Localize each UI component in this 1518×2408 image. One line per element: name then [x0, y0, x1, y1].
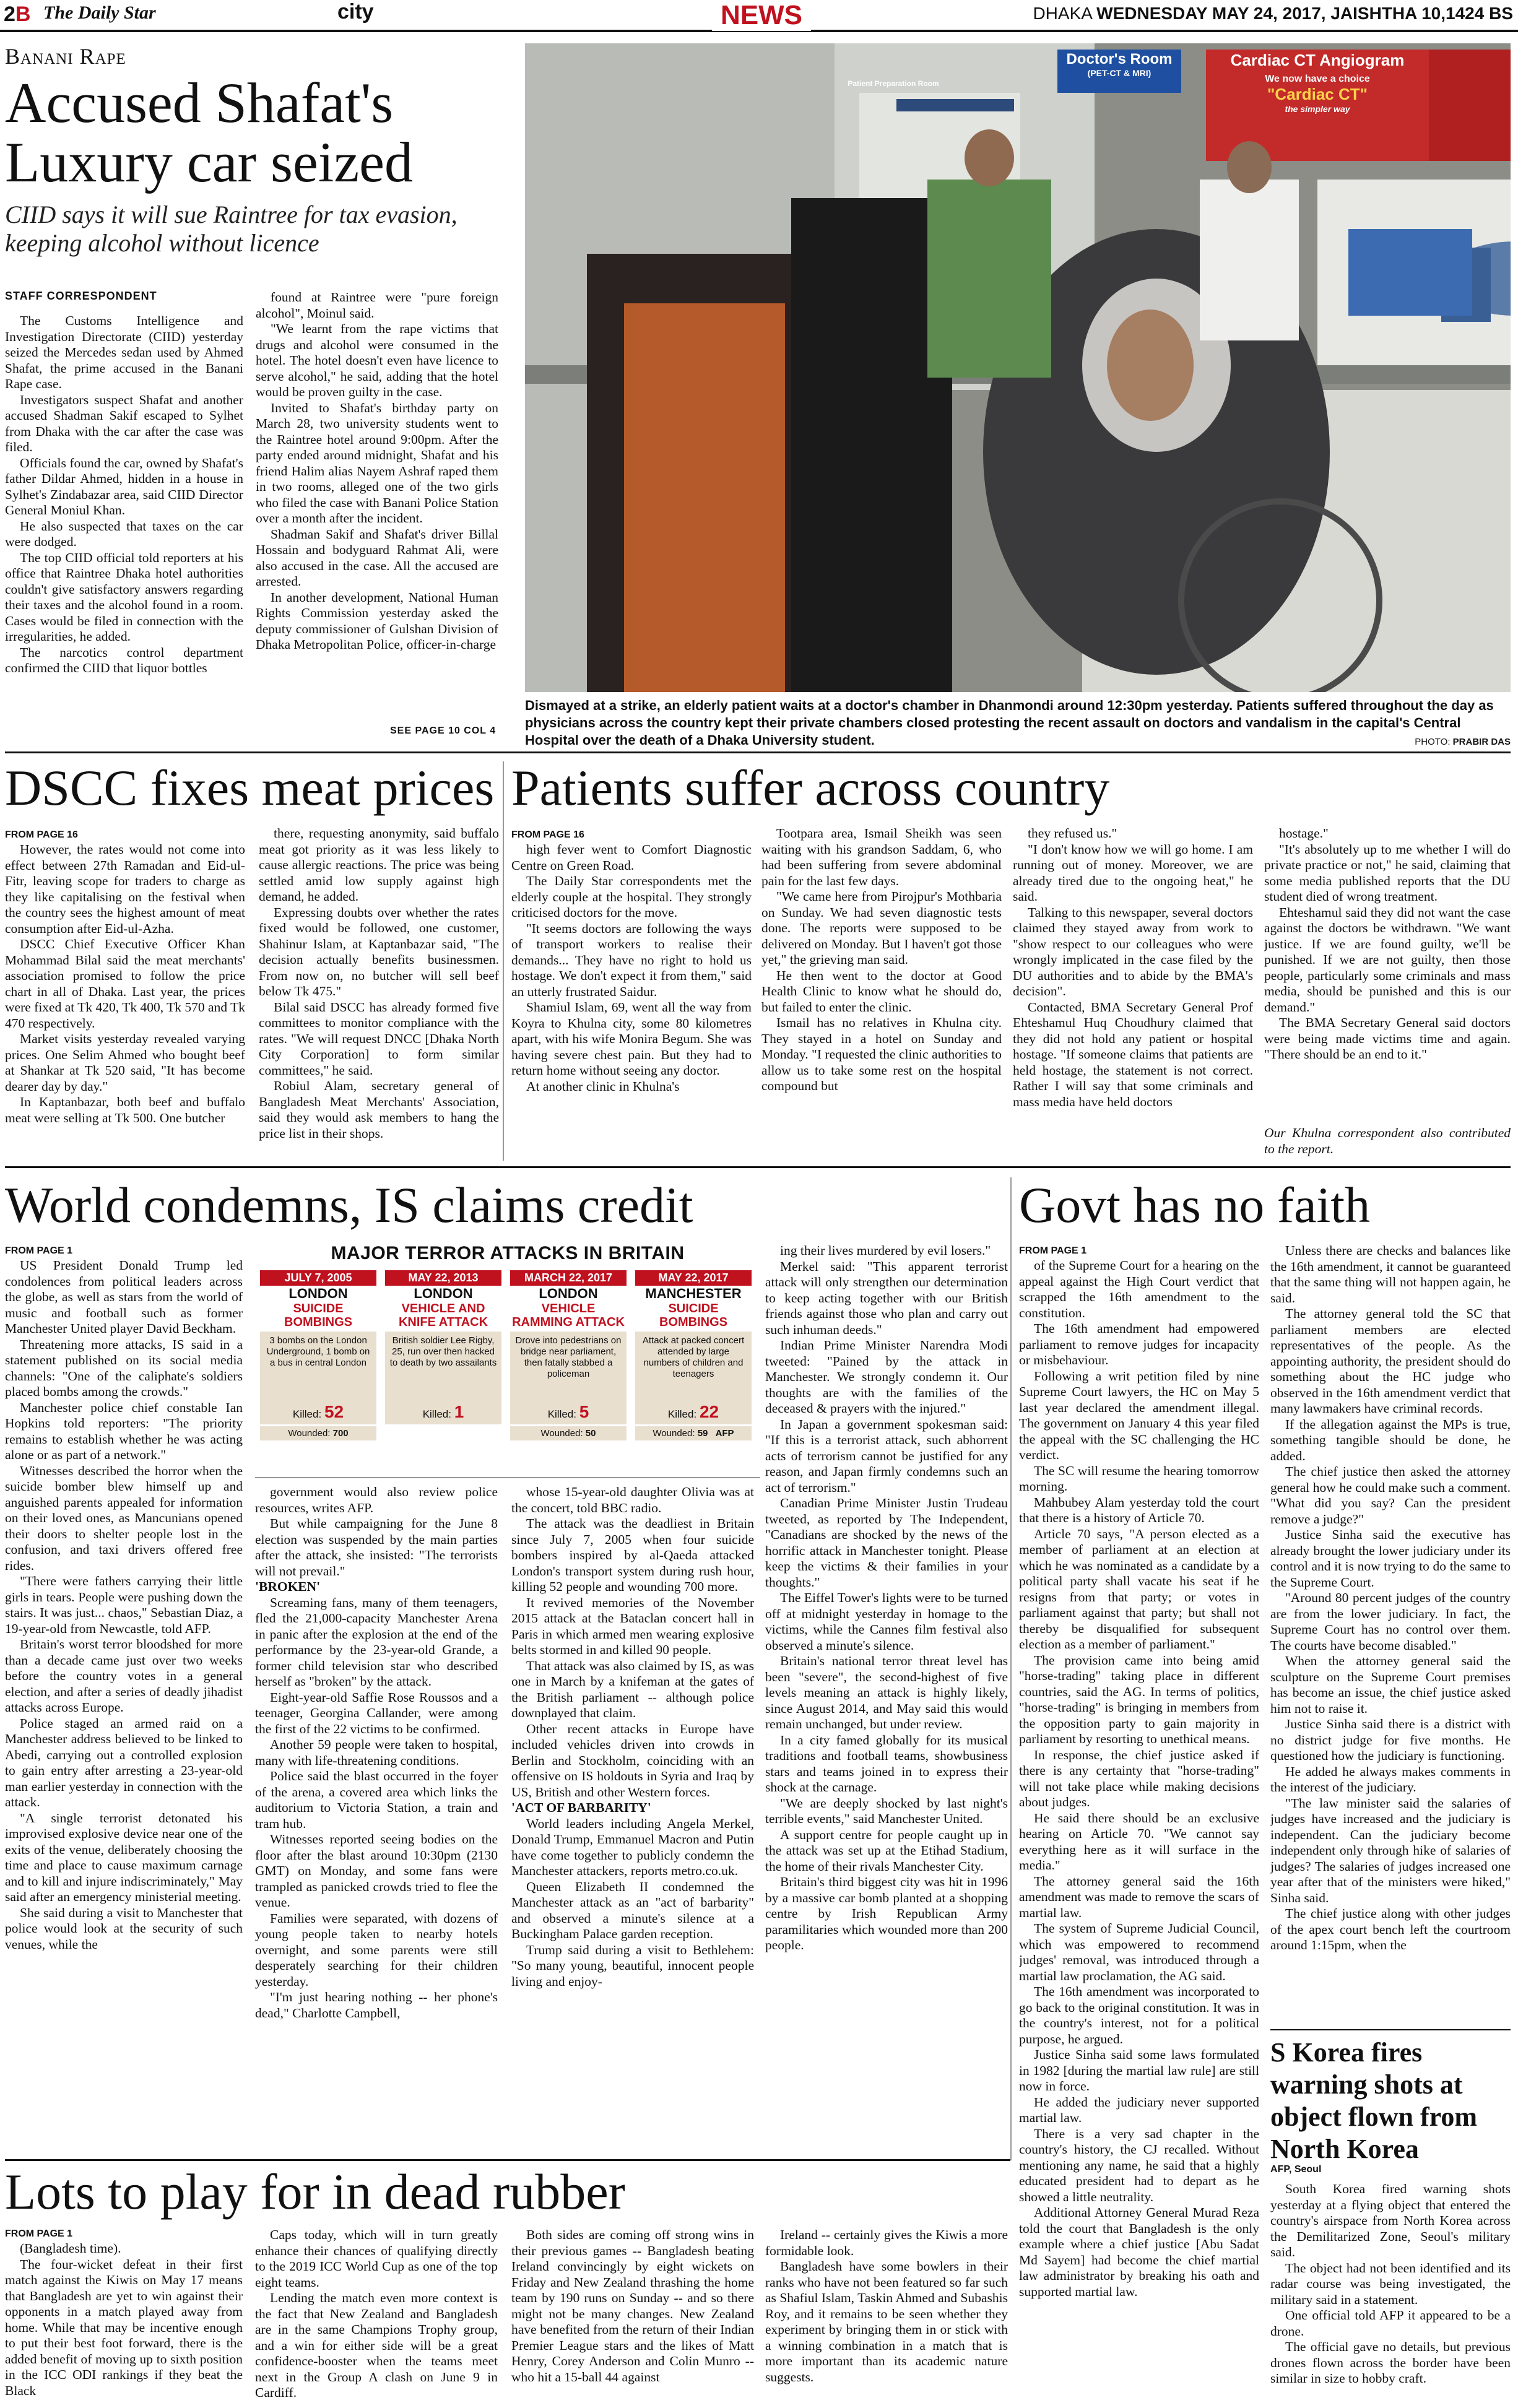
paragraph: The top CIID official told reporters at his office that Raintree Dhaka hotel authorities couldn't give satisfactory answers regarding their taxes and the alcohol found in a room. Cases would be filed in connection with the irregularities, he added. — [5, 550, 243, 644]
govt-col-2 — [1270, 1243, 1511, 2024]
doctor-room-sign: Doctor's Room (PET-CT & MRI) — [1066, 51, 1173, 78]
byline: STAFF CORRESPONDENT — [5, 290, 157, 302]
divider — [5, 1166, 1511, 1168]
paragraph: He added he always makes comments in the interest of the judiciary. — [1270, 1764, 1511, 1795]
paragraph: However, the rates would not come into effect between 27th Ramadan and Eid-ul-Fitr, leaving scope for traders to charge as they like capitalising on the festival when the country sees the highest amount of meat consumption after Eid-ul-Azha. — [5, 842, 245, 936]
paragraph: The Customs Intelligence and Investigation Directorate (CIID) yesterday seized the Mercedes sedan used by Ahmed Shafat, the prime accused in the Banani Rape case. — [5, 313, 243, 391]
attack-description: Drove into pedestrians on bridge near parliament, then fatally stabbed a policeman — [510, 1332, 627, 1400]
divider — [5, 751, 1511, 753]
govt-col-1 — [1019, 1258, 1259, 2403]
attack-date: MARCH 22, 2017 — [510, 1270, 627, 1286]
attack-card — [385, 1270, 501, 1424]
paragraph: 'BROKEN' — [255, 1579, 321, 1594]
paragraph: "It's absolutely up to me whether I will do private practice or not," he said, claiming that some media published reports that the DU student died of wrong treatment. — [1264, 841, 1511, 904]
paragraph: If the allegation against the MPs is true, something tangible should be done, he added. — [1270, 1416, 1511, 1463]
paragraph: Queen Elizabeth II condemned the Manchester attack as an "act of barbarity" and observed a minute's silence at a Buckingham Palace garden reception. — [511, 1879, 754, 1941]
paragraph: Justice Sinha said the executive has already brought the lower judiciary under its control and it is now trying to do the same to the Supreme Court. — [1270, 1527, 1511, 1590]
from-page: FROM PAGE 16 — [5, 829, 78, 840]
paragraph: He then went to the doctor at Good Health Clinic to know what he should do, but failed to enter the clinic. — [761, 968, 1002, 1015]
paragraph: Ismail has no relatives in Khulna city. They stayed in a hotel on Sunday and Monday. "I requested the clinic authorities to allow us to take some rest on the hospital compound but — [761, 1015, 1002, 1093]
attack-killed: Killed: 52 — [260, 1400, 376, 1424]
from-page: FROM PAGE 16 — [511, 829, 584, 840]
paragraph: In a city famed globally for its musical traditions and football teams, showbusiness stars and teams joined in to express their shock at the carnage. — [765, 1732, 1008, 1795]
paragraph: Both sides are coming off strong wins in their previous games -- Bangladesh beating Ireland convincingly by eight wickets on Friday and New Zealand thrashing the home team by 190 runs on Sunday -- and so there might not be many changes. New Zealand have benefited from the return of their Indian Premier League stars and the likes of Matt Henry, Corey Anderson and Colin Munro -- who hit a 15-ball 44 against — [511, 2227, 754, 2384]
paragraph: found at Raintree were "pure foreign alcohol", Moinul said. — [256, 290, 498, 321]
paragraph: At another clinic in Khulna's — [526, 1078, 680, 1094]
story-headline: S Korea fires warning shots at object flown from North Korea — [1270, 2037, 1477, 2164]
paragraph: In another development, National Human Rights Commission yesterday asked the deputy commissioner of Gulshan Division of Dhaka Metropolitan Police, officer-in-charge — [256, 589, 498, 652]
paragraph: high fever went to Comfort Diagnostic Centre on Green Road. — [511, 842, 752, 873]
paragraph: "Around 80 percent judges of the country are from the lower judiciary. In fact, the Supreme Court has no control over them. The courts have become disabled." — [1270, 1590, 1511, 1653]
attack-type: VEHICLE RAMMING ATTACK — [512, 1302, 625, 1329]
story-headline: Accused Shafat's Luxury car seized — [5, 71, 414, 194]
paragraph: In Japan a government spokesman said: "If this is a terrorist attack, such abhorrent acts of terrorism cannot be justified for any reason, and Japan firmly condemns such an act of terrorism." — [765, 1416, 1008, 1495]
from-page: FROM PAGE 1 — [5, 2228, 73, 2239]
attack-date: MAY 22, 2017 — [635, 1270, 752, 1286]
paragraph: One official told AFP it appeared to be a drone. — [1270, 2308, 1511, 2339]
paragraph: Other recent attacks in Europe have included vehicles driven into crowds in Berlin and Stockholm, coinciding with an offensive on IS holdouts in Syria and Iraq by US, British and other Western forces. — [511, 1721, 754, 1800]
paragraph: Robiul Alam, secretary general of Bangladesh Meat Merchants' Association, said they would ask members to hang the price list in their shops. — [259, 1078, 499, 1141]
paragraph: The system of Supreme Judicial Council, which was empowered to recommend judges' removal, was introduced through a martial law proclamation, the AG said. — [1019, 1921, 1259, 1983]
attack-type: VEHICLE AND KNIFE ATTACK — [398, 1302, 488, 1329]
paragraph: "We learnt from the rape victims that drugs and alcohol were consumed in the hotel. The hotel doesn't even have licence to serve alcohol," he said, adding that the hotel would be proven guilty in the case. — [256, 321, 498, 399]
paragraph: 'ACT OF BARBARITY' — [511, 1800, 651, 1815]
attack-wounded: Wounded: 700 — [260, 1426, 376, 1440]
paragraph: Screaming fans, many of them teenagers, fled the 21,000-capacity Manchester Arena in panic after the explosion at the end of the performance by the 23-year-old Grande, a former child television star who described herself as "broken" by the attack. — [255, 1595, 498, 1689]
paragraph: He said there should be an exclusive hearing on Article 70. "We cannot say everything here as it will surface in the media." — [1019, 1810, 1259, 1873]
paragraph: Additional Attorney General Murad Reza told the court that Bangladesh is the only example where a chief justice [Abu Sadat Md Sayem] had become the chief martial law administrator by breaking his oath and supported martial law. — [1019, 2205, 1259, 2299]
patients-col-3 — [1013, 826, 1253, 1160]
story-headline: Lots to play for in dead rubber — [5, 2163, 625, 2220]
story-kicker: Banani Rape — [5, 44, 126, 69]
paragraph: He also suspected that taxes on the car were dodged. — [5, 518, 243, 549]
paragraph: Justice Sinha said some laws formulated in 1982 [during the martial law rule] are still now in force. — [1019, 2047, 1259, 2094]
paragraph: Expressing doubts over whether the rates fixed would be followed, one customer, Shahinur Islam, at Kaptanbazar said, "The decision actually benefits businessmen. From now on, no butcher will sell beef below Tk 475." — [259, 904, 499, 998]
world-col-4 — [765, 1243, 1008, 2154]
paragraph: "The law minister said the salaries of judges have increased and the judiciary is independent. Can the judiciary become independent only through hike of salaries of judges? The salaries of judges increased one year after that of the ministers were hiked," Sinha said. — [1270, 1795, 1511, 1905]
from-page: FROM PAGE 1 — [5, 1245, 73, 1256]
paragraph: The SC will resume the hearing tomorrow morning. — [1019, 1463, 1259, 1494]
paragraph: The chief justice along with other judges of the apex court bench left the courtroom around 1:15pm, when the — [1270, 1906, 1511, 1952]
paragraph: hostage." — [1279, 826, 1329, 841]
paragraph: Police said the blast occurred in the foyer of the arena, a covered area which links the auditorium to Victoria Station, a train and tram hub. — [255, 1769, 498, 1831]
paragraph: A support centre for people caught up in the attack was set up at the Etihad Stadium, the home of their rivals Manchester City. — [765, 1827, 1008, 1874]
paragraph: In response, the chief justice asked if there is any certainty that "horse-trading" will not take place while making decisions about judges. — [1019, 1747, 1259, 1809]
paragraph: Another 59 people were taken to hospital, many with life-threatening conditions. — [255, 1737, 498, 1768]
photo-caption: Dismayed at a strike, an elderly patient waits at a doctor's chamber in Dhanmondi around 12:30pm yesterday. Patients suffered throughout the day as physicians across the country kept their private chambers closed protesting the recent assault on doctors and vandalism in the capital's Central Hospital over the death of a Dhaka University student. — [525, 698, 1494, 748]
paragraph: Justice Sinha said there is a district with no district judge for five months. He questioned how the judiciary is functioning. — [1270, 1717, 1511, 1763]
paragraph: Shamiul Islam, 69, went all the way from Koyra to Khulna city, some 80 kilometres apart, with his wife Monira Begum. She was having severe chest pain. But they had to return home without seeing any doctor. — [511, 1000, 752, 1078]
paragraph: World leaders including Angela Merkel, Donald Trump, Emmanuel Macron and Putin have come together to publicly condemn the Manchester attackers, reports metro.co.uk. — [511, 1816, 754, 1878]
attack-city: LONDON — [414, 1286, 473, 1301]
paragraph: The 16th amendment had empowered parliament to remove judges for incapacity or misbehaviour. — [1019, 1321, 1259, 1367]
page-header — [0, 0, 1518, 32]
paragraph: Eight-year-old Saffie Rose Roussos and a teenager, Georgina Callander, were among the first of the 22 victims to be confirmed. — [255, 1689, 498, 1736]
attack-description: 3 bombs on the London Underground, 1 bomb on a bus in central London — [260, 1332, 376, 1400]
page-number: 2B — [4, 2, 31, 26]
attack-cards — [255, 1270, 760, 1468]
paragraph: Bangladesh have some bowlers in their ranks who have not been featured so far such as Shafiul Islam, Taskin Ahmed and Subashis Roy, and it remains to be seen whether they experiment by bringing them in or stick with a winning combination in a match that is more important than its academic nature suggests. — [765, 2259, 1008, 2384]
from-page: FROM PAGE 1 — [1019, 1245, 1087, 1256]
divider — [1270, 2029, 1511, 2030]
paragraph: Unless there are checks and balances like the 16th amendment, it cannot be guaranteed that the same thing will not happen again, he said. — [1270, 1243, 1511, 1306]
paragraph: Britain's third biggest city was hit in 1996 by a massive car bomb planted at a shopping centre by Irish Republican Army paramilitaries which wounded more than 200 people. — [765, 1874, 1008, 1952]
paragraph: "We are deeply shocked by last night's terrible events," said Manchester United. — [765, 1795, 1008, 1826]
attack-city: MANCHESTER — [645, 1286, 742, 1301]
cricket-col-1 — [5, 2241, 243, 2403]
story-deck: CIID says it will sue Raintree for tax evasion, keeping alcohol without licence — [5, 201, 458, 257]
paragraph: there, requesting anonymity, said buffalo meat got priority as it was less likely to cause allergic reactions. The price was being settled amid low supply against high demand, he added. — [259, 826, 499, 904]
paragraph: The Eiffel Tower's lights were to be turned off at midnight yesterday in homage to the victims, while the Cannes film festival also observed a minute's silence. — [765, 1590, 1008, 1653]
paragraph: Merkel said: "This apparent terrorist attack will only strengthen our determination to keep acting together with our British friends against those who plan and carry out such inhuman deeds." — [765, 1258, 1008, 1337]
paragraph: Canadian Prime Minister Justin Trudeau tweeted, as reported by The Independent, "Canadians are shocked by the news of the horrific attack in Manchester tonight. Please keep the victims & their families in your thoughts." — [765, 1496, 1008, 1590]
shafat-col-1 — [5, 313, 243, 742]
attack-date: MAY 22, 2013 — [385, 1270, 501, 1286]
paragraph: of the Supreme Court for a hearing on the appeal against the High Court verdict that scrapped the 16th amendment to the constitution. — [1019, 1258, 1259, 1320]
paragraph: (Bangladesh time). — [20, 2241, 121, 2256]
paragraph: The object had not been identified and its radar course was being investigated, the military said in a statement. — [1270, 2260, 1511, 2307]
paragraph: Officials found the car, owned by Shafat's father Dildar Ahmed, hidden in a house in Sylhet's Zindabazar area, said CIID Director General Moniul Khan. — [5, 455, 243, 518]
world-col-3 — [511, 1484, 754, 2154]
column-divider — [1010, 1177, 1012, 2160]
story-headline: Patients suffer across country — [511, 760, 1110, 816]
attack-city: LONDON — [539, 1286, 598, 1301]
dscc-col-2 — [259, 826, 499, 1160]
attack-description: Attack at packed concert attended by large numbers of children and teenagers — [635, 1332, 752, 1400]
paragraph: The official gave no details, but previous drones flown across the border have been similar in size to hobby craft. — [1270, 2339, 1511, 2386]
cricket-col-2 — [255, 2227, 498, 2403]
korea-body — [1270, 2181, 1511, 2403]
paragraph: Contacted, BMA Secretary General Prof Ehteshamul Huq Choudhury claimed that they did not hold any patient or hospital hostage. "If someone claims that patients are held hostage, the statement is not correct. Rather I will say that some criminals and mass media have held doctors — [1013, 999, 1253, 1109]
paragraph: South Korea fired warning shots yesterday at a flying object that entered the country's airspace from North Korea across the Demilitarized Zone, Seoul's military said. — [1270, 2181, 1511, 2259]
paragraph: It revived memories of the November 2015 attack at the Bataclan concert hall in Paris in which armed men wearing explosive belts stormed in and killed 90 people. — [511, 1595, 754, 1657]
attack-wounded: Wounded: 50 — [510, 1426, 627, 1440]
paragraph: "A single terrorist detonated his improvised explosive device near one of the exits of the venue, deliberately choosing the time and place to cause maximum carnage and to kill and injure indiscriminately," May said after an emergency ministerial meeting. — [5, 1810, 243, 1904]
paragraph: they refused us." — [1028, 826, 1117, 841]
paragraph: Mahbubey Alam yesterday told the court that there is a history of Article 70. — [1019, 1494, 1259, 1525]
paragraph: The chief justice then asked the attorney general how he could make such a comment. "What did you say? Can the president remove a judge?" — [1270, 1464, 1511, 1527]
paragraph: There is a very sad chapter in the country's history, the CJ recalled. Without mentioning any name, he said that a highly educated president had to depart as he showed a little neutrality. — [1019, 2126, 1259, 2204]
paragraph: Ehteshamul said they did not want the case against the doctors be withdrawn. "We want justice. If we are found guilty, we'll be punished. If we are not guilty, then those people, particularly some criminals and mass media, should be punished and this is our demand." — [1264, 904, 1511, 1015]
cricket-col-3 — [511, 2227, 754, 2403]
masthead: The Daily Star — [43, 2, 156, 23]
paragraph: That attack was also claimed by IS, as was one in March by a knifeman at the gates of the British parliament -- although police downplayed that claim. — [511, 1658, 754, 1720]
paragraph: government would also review police resources, writes AFP. — [255, 1484, 498, 1515]
paragraph: Britain's worst terror bloodshed for more than a decade came just over two weeks before the country votes in a general election, and after a series of deadly jihadist attacks across Europe. — [5, 1637, 243, 1715]
paragraph: The BMA Secretary General said doctors were being made victims time and again. "There should be an end to it." — [1264, 1015, 1511, 1062]
paragraph: The 16th amendment was incorporated to go back to the original constitution. It was in the country's interest, not for a political purpose, he argued. — [1019, 1984, 1259, 2046]
paragraph: Market visits yesterday revealed varying prices. One Selim Ahmed who bought beef at Shankar at Tk 520 said, "It has become dearer day by day." — [5, 1031, 245, 1094]
paragraph: Police staged an armed raid on a Manchester address believed to be linked to Abedi, carrying out a controlled explosion to gain entry after arresting a 23-year-old man earlier yesterday in connection with the attack. — [5, 1715, 243, 1809]
dscc-col-1 — [5, 842, 245, 1159]
paragraph: Investigators suspect Shafat and another accused Shadman Sakif escaped to Sylhet from Dhaka with the car after the case was filed. — [5, 392, 243, 454]
prep-room-sign: Patient Preparation Room — [848, 79, 939, 88]
paragraph: "We came here from Pirojpur's Mothbaria on Sunday. We had seven diagnostic tests done. The reports were supposed to be delivered on Monday. But I haven't got those yet," the grieving man said. — [761, 889, 1002, 967]
paragraph: "I don't know how we will go home. I am running out of money. Moreover, we are already tired due to the ongoing heat," he said. — [1013, 841, 1253, 904]
patients-col-1 — [511, 842, 752, 1159]
attack-card — [260, 1270, 376, 1440]
shafat-story — [5, 43, 513, 258]
section-label: city — [337, 0, 374, 24]
attack-killed: Killed: 1 — [385, 1400, 501, 1424]
paragraph: The Daily Star correspondents met the elderly couple at the hospital. They strongly criticised doctors for the move. — [511, 873, 752, 920]
paragraph: ing their lives murdered by evil losers." — [780, 1243, 991, 1258]
paragraph: He added the judiciary never supported martial law. — [1019, 2094, 1259, 2125]
graphic-title: MAJOR TERROR ATTACKS IN BRITAIN — [331, 1243, 685, 1263]
attack-type: SUICIDE BOMBINGS — [284, 1302, 352, 1329]
contributor-note: Our Khulna correspondent also contributed to the report. — [1264, 1125, 1511, 1156]
paragraph: When the attorney general said the sculpture on the Supreme Court premises has become an issue, the chief justice asked him not to raise it. — [1270, 1653, 1511, 1716]
photo-credit: PHOTO: PRABIR DAS — [1415, 737, 1511, 747]
patients-col-2 — [761, 826, 1002, 1160]
paragraph: "I'm just hearing nothing -- her phone's dead," Charlotte Campbell, — [255, 1990, 498, 2020]
paragraph: The attorney general told the SC that parliament members are elected representatives of the people. As the appointing authority, the president should do something about the HC judge who observed in the 16th amendment verdict that many lawmakers have criminal records. — [1270, 1306, 1511, 1416]
paragraph: Indian Prime Minister Narendra Modi tweeted: "Pained by the attack in Manchester. We strongly condemn it. Our thoughts are with the families of the deceased & prayers with the injured." — [765, 1338, 1008, 1416]
paragraph: Article 70 says, "A person elected as a member of parliament at an election at which he was nominated as a candidate by a political party shall vacate his seat if he resigns from that party; or votes in parliament against that party; but shall not thereby be disqualified for subsequent election as a member of parliament." — [1019, 1526, 1259, 1652]
paragraph: Witnesses described the horror when the suicide bomber blew himself up and anguished parents appealed for information on their loved ones, as Mancunians opened their doors to shelter people lost in the confusion, and taxi drivers offered free rides. — [5, 1463, 243, 1573]
attack-card — [510, 1270, 627, 1440]
paragraph: "There were fathers carrying their little girls in tears. People were pushing down the stairs. It was just... chaos," Sebastian Diaz, a 19-year-old from Newcastle, told AFP. — [5, 1574, 243, 1636]
story-headline: Govt has no faith — [1019, 1177, 1371, 1233]
column-divider — [503, 761, 504, 1161]
paragraph: Britain's national terror threat level has been "severe", the second-highest of five levels meaning an attack is highly likely, since August 2014, and May said this would remain unchanged, but under review. — [765, 1653, 1008, 1731]
paragraph: She said during a visit to Manchester that police would look at the security of such venues, while the — [5, 1905, 243, 1952]
paragraph: US President Donald Trump led condolences from political leaders across the globe, as well as stars from the world of music and football such as former Manchester United player David Beckham. — [5, 1258, 243, 1336]
patients-col-4 — [1264, 826, 1511, 1117]
cricket-col-4 — [765, 2227, 1008, 2403]
attack-description: British soldier Lee Rigby, 25, run over then hacked to death by two assailants — [385, 1332, 501, 1400]
story-headline: World condemns, IS claims credit — [5, 1177, 693, 1233]
story-headline: DSCC fixes meat prices — [5, 760, 495, 816]
jump-line: SEE PAGE 10 COL 4 — [390, 725, 497, 736]
paragraph: The attorney general said the 16th amendment was made to remove the scars of martial law. — [1019, 1873, 1259, 1920]
paragraph: Caps today, which will in turn greatly enhance their chances of qualifying directly to the 2019 ICC World Cup as one of the top eight teams. — [255, 2227, 498, 2290]
paragraph: Bilal said DSCC has already formed five committees to monitor compliance with the rates. "We will request DNCC [Dhaka North City Corporation] to form similar committees," he said. — [259, 999, 499, 1078]
paragraph: Families were separated, with dozens of young people taken to nearby hotels overnight, and some parents were still desperately searching for their children yesterday. — [255, 1910, 498, 1989]
paragraph: The narcotics control department confirmed the CIID that liquor bottles — [5, 644, 243, 675]
news-label: NEWS — [712, 0, 811, 31]
divider — [5, 2159, 1010, 2161]
paragraph: "It seems doctors are following the ways of transport workers to realise their demands... They have no right to hold us hostage. We don't expect it from them," said an utterly frustrated Saidur. — [511, 920, 752, 999]
attack-date: JULY 7, 2005 — [260, 1270, 376, 1286]
wire-source: AFP, Seoul — [1270, 2164, 1322, 2175]
paragraph: The attack was the deadliest in Britain since July 7, 2005 when four suicide bombers inspired by al-Qaeda attacked London's transport system during rush hour, killing 52 people and wounding 700 more. — [511, 1516, 754, 1594]
attack-wounded: Wounded: 59 AFP — [635, 1426, 752, 1440]
paragraph: In Kaptanbazar, both beef and buffalo meat were selling at Tk 500. One butcher — [5, 1094, 245, 1125]
paragraph: Shadman Sakif and Shafat's driver Billal Hossain and bodyguard Rahmat Ali, were also accused in the case. All the accused are arrested. — [256, 526, 498, 589]
attack-killed: Killed: 5 — [510, 1400, 627, 1424]
paragraph: The provision came into being amid "horse-trading" taking place in different countries, said the AG. In terms of politics, "horse-trading" is bringing in members from the opposition party to gain majority in parliament by resorting to unethical means. — [1019, 1652, 1259, 1746]
paragraph: Talking to this newspaper, several doctors claimed they stayed away from work to "show respect to our colleagues who were wrongly implicated in the case filed by the DU authorities and to abide by the BMA's decision". — [1013, 904, 1253, 998]
attack-killed: Killed: 22 — [635, 1400, 752, 1424]
paragraph: Tootpara area, Ismail Sheikh was seen waiting with his grandson Saddam, 6, who had been suffering from severe abdominal pain for the last few days. — [761, 826, 1002, 888]
paragraph: Lending the match even more context is the fact that New Zealand and Bangladesh are in the same Champions Trophy group, and a win for either side will be a great confidence-booster when the teams meet next in the Group A clash on June 9 in Cardiff. — [255, 2290, 498, 2400]
shafat-col-2 — [256, 290, 498, 729]
terror-attacks-graphic — [255, 1243, 760, 1478]
paragraph: Following a writ petition filed by nine Supreme Court lawyers, the HC on May 5 last year declared the amendment illegal. The government on January 4 this year filed the appeal with the SC challenging the HC verdict. — [1019, 1368, 1259, 1462]
world-col-1 — [5, 1258, 243, 2154]
paragraph: Witnesses reported seeing bodies on the floor after the blast around 10:30pm (2130 GMT) on Monday, and some fans were trampled as panicked crowds tried to flee the venue. — [255, 1832, 498, 1910]
cardiac-ct-sign: Cardiac CT Angiogram We now have a choice "Cardiac CT" the simpler way — [1230, 51, 1405, 114]
paragraph: Invited to Shafat's birthday party on March 28, two university students went to the Raintree hotel around 9:00pm. After the party ended around midnight, Shafat and his friend Halim alias Nayem Ashraf raped them in two rooms, alleged one of the two girls who filed the case with Banani Police Station over a month after the incident. — [256, 400, 498, 526]
paragraph: DSCC Chief Executive Officer Khan Mohammad Bilal said the meat merchants' association promised to follow the price chart in all of Dhaka. Last year, the prices were fixed at Tk 420, Tk 400, Tk 570 and Tk 470 respectively. — [5, 937, 245, 1031]
world-col-2 — [255, 1484, 498, 2154]
dateline: DHAKA WEDNESDAY MAY 24, 2017, JAISHTHA 10,1424 BS — [1033, 4, 1513, 23]
attack-type: SUICIDE BOMBINGS — [659, 1302, 727, 1329]
paragraph: whose 15-year-old daughter Olivia was at the concert, told BBC radio. — [511, 1484, 754, 1515]
paragraph: Ireland -- certainly gives the Kiwis a more formidable look. — [765, 2227, 1008, 2258]
paragraph: Manchester police chief constable Ian Hopkins told reporters: "The priority remains to establish whether he was acting alone or as part of a network." — [5, 1400, 243, 1462]
attack-card — [635, 1270, 752, 1440]
paragraph: Threatening more attacks, IS said in a statement published on its social media channels: "One of the caliphate's soldiers placed bombs among the crowds." — [5, 1336, 243, 1399]
paragraph: Trump said during a visit to Bethlehem: "So many young, beautiful, innocent people living and enjoy- — [511, 1942, 754, 1989]
news-photo — [525, 43, 1511, 692]
paragraph: But while campaigning for the June 8 election was suspended by the main parties after the attack, she insisted: "The terrorists will not prevail." — [255, 1516, 498, 1579]
paragraph: The four-wicket defeat in their first match against the Kiwis on May 17 means that Bangladesh are yet to win against their opponents in a match played away from home. While that may be incentive enough to put their best foot forward, there is the added benefit of moving up to sixth position in the ICC ODI rankings if they beat the Black — [5, 2256, 243, 2398]
doctor-chamber-photo — [525, 43, 1511, 692]
attack-city: LONDON — [288, 1286, 348, 1301]
